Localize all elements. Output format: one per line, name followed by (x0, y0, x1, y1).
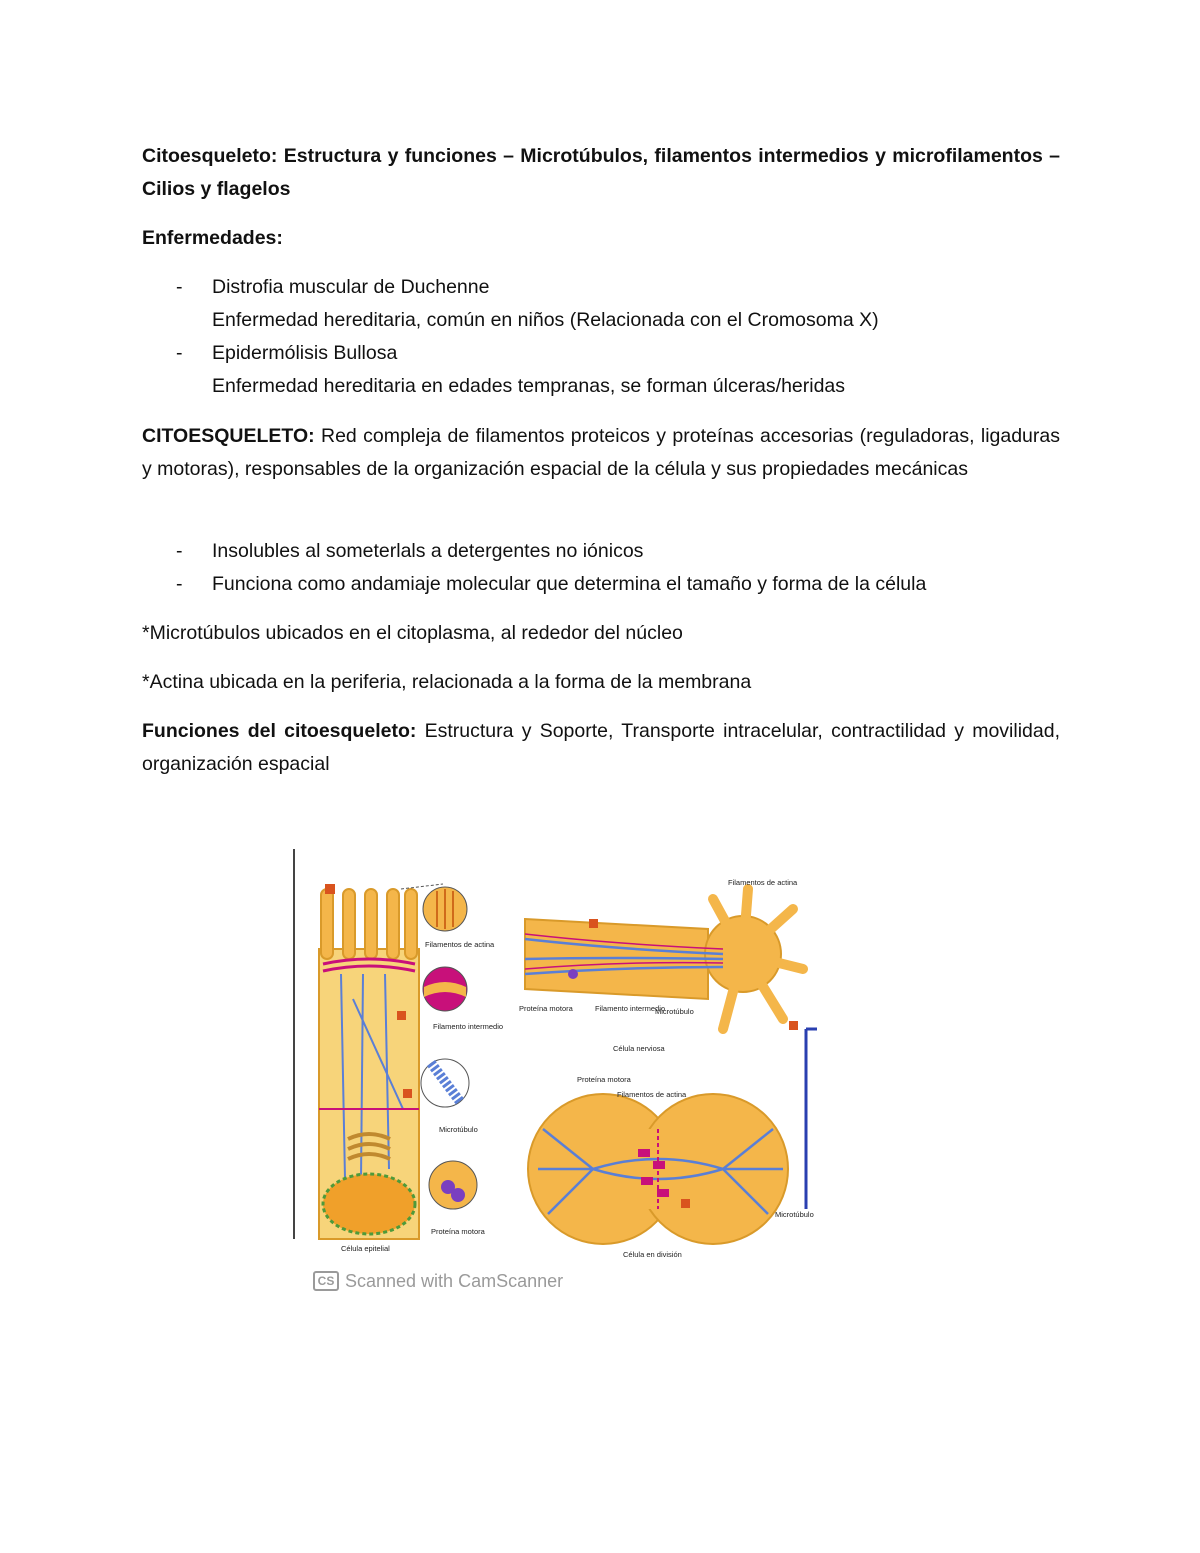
property-text: Insolubles al someterlals a detergentes no iónicos (212, 540, 644, 562)
figure-label: Filamento intermedio (433, 1022, 504, 1031)
list-item (170, 535, 1070, 568)
camscanner-logo: CS (313, 1271, 339, 1291)
epithelial-cell (319, 884, 419, 1239)
functions-term: Funciones del citoesqueleto: (142, 720, 417, 742)
figure-label: Microtúbulo (775, 1210, 814, 1219)
disease-description: Enfermedad hereditaria, común en niños (Relacionada con el Cromosoma X) (212, 309, 879, 331)
bullet-dash: - (176, 342, 183, 364)
disease-name: Epidermólisis Bullosa (212, 342, 398, 364)
functions-paragraph (142, 715, 1060, 781)
list-item (170, 271, 1070, 337)
cytoskeleton-figure (293, 849, 817, 1300)
figure-label: Filamentos de actina (425, 940, 495, 949)
figure-label: Proteína motora (519, 1004, 573, 1013)
figure-label: Filamentos de actina (728, 878, 798, 887)
figure-label: Microtúbulo (439, 1125, 478, 1134)
cytoskeleton-illustration (293, 849, 817, 1300)
note-actin: *Actina ubicada en la periferia, relacionada a la forma de la membrana (142, 671, 752, 693)
diseases-list (170, 271, 1070, 403)
properties-list (170, 535, 1070, 601)
figure-label: Célula nerviosa (613, 1044, 665, 1053)
functions-text: Estructura y Soporte, Transporte intracelular, contractilidad y movilidad, organización espacial (142, 720, 1060, 775)
figure-label: Filamentos de actina (617, 1090, 687, 1099)
definition-text: Red compleja de filamentos proteicos y proteínas accesorias (reguladoras, ligaduras y motoras), responsables de la organización espacial de la célula y sus propiedades mecánicas (142, 425, 1060, 480)
figure-label: Microtúbulo (655, 1007, 694, 1016)
note-microtubules: *Microtúbulos ubicados en el citoplasma, al rededor del núcleo (142, 622, 683, 644)
page-title: Citoesqueleto: Estructura y funciones – Microtúbulos, filamentos intermedios y microfilamentos – Cilios y flagelos (142, 145, 1060, 200)
disease-description: Enfermedad hereditaria en edades tempranas, se forman úlceras/heridas (212, 375, 846, 397)
diseases-heading: Enfermedades: (142, 227, 283, 249)
figure-label: Proteína motora (577, 1075, 631, 1084)
list-item (170, 337, 1070, 403)
definition-paragraph (142, 420, 1060, 486)
figure-label: Proteína motora (431, 1227, 485, 1236)
disease-name: Distrofia muscular de Duchenne (212, 276, 490, 298)
property-text: Funciona como andamiaje molecular que determina el tamaño y forma de la célula (212, 573, 927, 595)
figure-label: Célula epitelial (341, 1244, 390, 1253)
figure-label: Célula en división (623, 1250, 682, 1259)
definition-term: CITOESQUELETO: (142, 425, 315, 447)
bullet-dash: - (176, 573, 183, 595)
list-item (170, 568, 1070, 601)
bullet-dash: - (176, 540, 183, 562)
watermark-text: Scanned with CamScanner (345, 1270, 564, 1291)
bullet-dash: - (176, 276, 183, 298)
camscanner-watermark (313, 1268, 563, 1294)
figure-label: Filamento intermedio (595, 1004, 666, 1013)
